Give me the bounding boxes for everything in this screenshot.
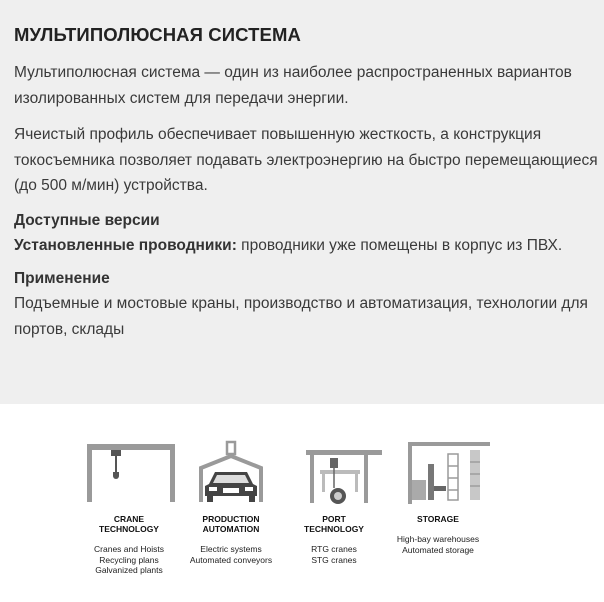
- storage-title: STORAGE: [417, 514, 459, 524]
- production-desc: Electric systems Automated conveyors: [189, 544, 273, 565]
- port-desc: RTG cranes STG cranes: [311, 544, 357, 565]
- versions-heading: Доступные версии: [14, 211, 160, 229]
- application-storage: [378, 420, 498, 555]
- storage-desc: High-bay warehouses Automated storage: [396, 534, 480, 555]
- application-text: Подъемные и мостовые краны, производство и автоматизация, технологии для портов, склады: [14, 295, 588, 338]
- port-crane-icon: [282, 420, 386, 512]
- production-title: PRODUCTION AUTOMATION: [202, 514, 260, 534]
- application-port: [274, 420, 394, 565]
- application-heading: Применение: [14, 269, 110, 287]
- crane-title: CRANE TECHNOLOGY: [99, 514, 159, 534]
- car-production-icon: [179, 420, 283, 512]
- crane-icon: [77, 420, 181, 512]
- crane-desc: Cranes and Hoists Recycling plans Galvanized plants: [94, 544, 164, 575]
- intro-paragraph-1: Мультиполюсная система — один из наиболее распространенных вариантов изолированных систем для передачи энергии.: [14, 64, 572, 107]
- application-production: [171, 420, 291, 565]
- intro-paragraph-2: Ячеистый профиль обеспечивает повышенную жесткость, а конструкция токосъемника позволяет подавать электроэнергию на быстро перемещающиеся (до 500 м/мин) устройства.: [14, 126, 598, 194]
- page-title: МУЛЬТИПОЛЮСНАЯ СИСТЕМА: [14, 24, 301, 45]
- applications-section: [0, 404, 604, 602]
- versions-item-text: проводники уже помещены в корпус из ПВХ.: [236, 237, 563, 254]
- port-title: PORT TECHNOLOGY: [304, 514, 364, 534]
- versions-item-label: Установленные проводники:: [14, 237, 237, 254]
- storage-icon: [386, 420, 490, 512]
- versions-item: [14, 233, 600, 259]
